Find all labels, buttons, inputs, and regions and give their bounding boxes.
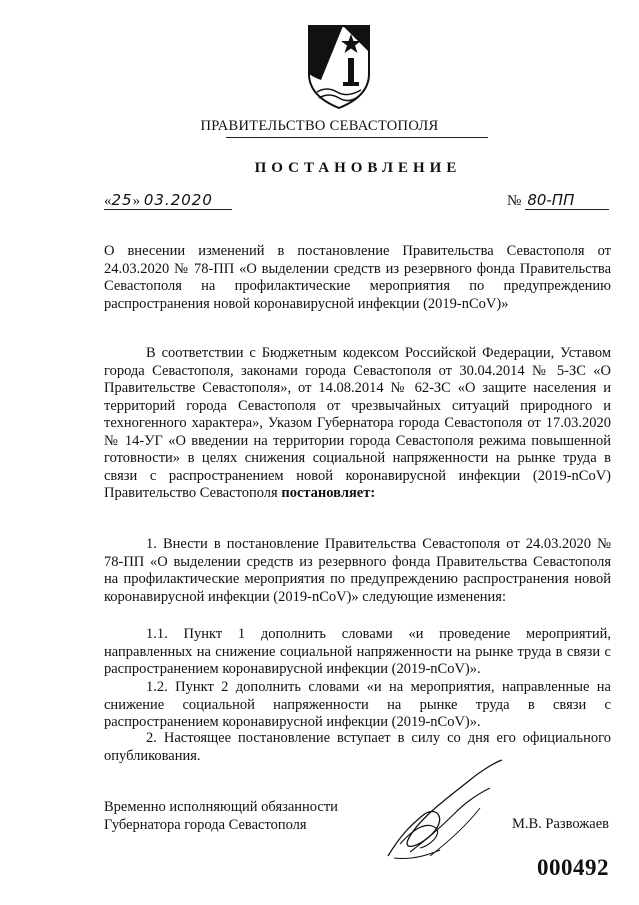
date-day: 25	[111, 191, 133, 209]
handwritten-signature	[370, 756, 520, 866]
preamble-text: В соответствии с Бюджетным кодексом Российской Федерации, Уставом города Севастополя, законами города Севастополя от 30.04.2014 № 5-ЗС «О Правительстве Севастополя», от 14.08.2014 № 62-ЗС «О защите населения и территорий города Севастополя от чрезвычайных ситуаций природного и техногенного характера», Указом Губернатора города Севастополя от 17.03.2020 № 14-УГ «О введении на территории города Севастополя режима повышенной готовности» в целях снижения социальной напряженности на рынке труда в связи с распространением новой коронавирусной инфекции (2019-nCoV) Правительство Севастополя	[104, 345, 611, 501]
clause-1-1: 1.1. Пункт 1 дополнить словами «и проведение мероприятий, направленных на снижение социальной напряженности на рынке труда в связи с распространением коронавирусной инфекции (2019-nCoV)».	[104, 626, 611, 677]
sevastopol-coat-of-arms-icon	[303, 22, 375, 112]
document-type-heading: ПОСТАНОВЛЕНИЕ	[254, 160, 462, 176]
date-month-year: 03.2020	[143, 191, 213, 209]
number-underline	[525, 209, 609, 210]
document-number	[507, 191, 574, 210]
signatory-title	[104, 798, 338, 834]
preamble-paragraph	[104, 345, 611, 503]
clause-1-2: 1.2. Пункт 2 дополнить словами «и на мероприятия, направленные на снижение социальной напряженности на рынке труда в связи с распространением коронавирусной инфекции (2019-nCoV)».	[104, 679, 611, 730]
serial-number: 000492	[537, 855, 609, 880]
government-name: ПРАВИТЕЛЬСТВО СЕВАСТОПОЛЯ	[200, 118, 439, 134]
clause-2: 2. Настоящее постановление вступает в силу со дня его официального опубликования.	[104, 730, 611, 764]
header-divider	[226, 137, 488, 138]
signatory-name: М.В. Развожаев	[511, 816, 609, 832]
document-date	[104, 191, 213, 210]
number-label: №	[507, 193, 522, 209]
decree-word: постановляет:	[281, 485, 376, 501]
date-open-quote: «	[104, 193, 112, 209]
signatory-title-line-1: Временно исполняющий обязанности	[104, 799, 338, 815]
number-value: 80-ПП	[527, 191, 575, 209]
clause-1: 1. Внести в постановление Правительства Севастополя от 24.03.2020 № 78-ПП «О выделении средств из резервного фонда Правительства Севастополя на профилактические мероприятия по предупреждению распространения новой коронавирусной инфекции (2019-nCoV)» следующие изменения:	[104, 536, 611, 605]
document-subject: О внесении изменений в постановление Правительства Севастополя от 24.03.2020 № 78-ПП «О выделении средств из резервного фонда Правительства Севастополя на профилактические мероприятия по предупреждению распространения новой коронавирусной инфекции (2019-nCoV)»	[104, 243, 611, 312]
date-underline	[104, 209, 232, 210]
signatory-title-line-2: Губернатора города Севастополя	[104, 817, 307, 833]
date-close-quote: »	[132, 193, 141, 209]
